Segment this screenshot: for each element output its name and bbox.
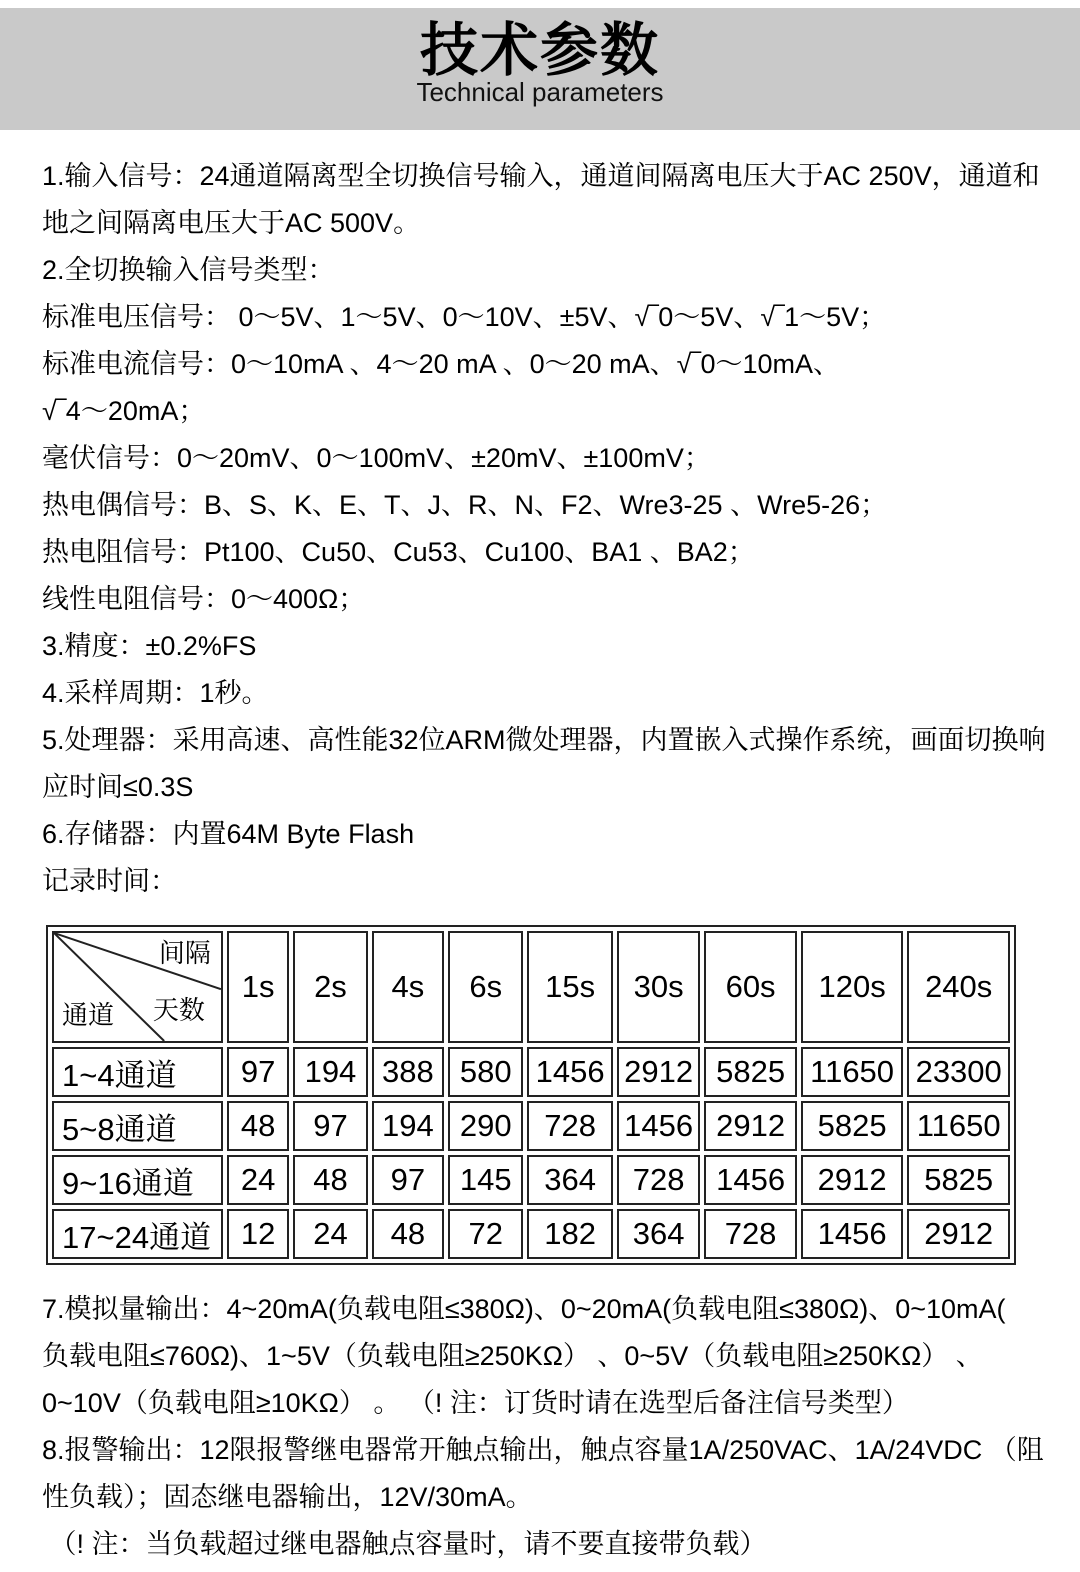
table-cell: 145 [448, 1155, 523, 1205]
spec-line: 负载电阻≤760Ω)、1~5V（负载电阻≥250KΩ） 、0~5V（负载电阻≥250KΩ） 、 [42, 1341, 983, 1371]
column-header: 4s [372, 931, 444, 1043]
table-cell: 23300 [907, 1047, 1010, 1097]
spec-line: 4.采样周期：1秒。 [42, 678, 269, 708]
column-header: 120s [801, 931, 904, 1043]
table-cell: 194 [293, 1047, 367, 1097]
table-cell: 24 [227, 1155, 289, 1205]
corner-interval-label: 间隔 [158, 938, 211, 968]
spec-line: 性负载）；固态继电器输出，12V/30mA。 [42, 1482, 533, 1512]
table-cell: 1456 [704, 1155, 797, 1205]
spec-line: 6.存储器：内置64M Byte Flash [42, 819, 415, 849]
table-cell: 290 [448, 1101, 523, 1151]
table-cell: 388 [372, 1047, 444, 1097]
spec-line: 2.全切换输入信号类型： [42, 255, 335, 285]
spec-line: 标准电压信号： 0～5V、1～5V、0～10V、±5V、√‾0～5V、√‾1～5V； [42, 302, 887, 332]
table-cell: 728 [527, 1101, 612, 1151]
corner-header-cell [52, 931, 223, 1043]
table-cell: 12 [227, 1209, 289, 1259]
table-cell: 728 [704, 1209, 797, 1259]
table-cell: 72 [448, 1209, 523, 1259]
table-cell: 11650 [907, 1101, 1010, 1151]
table-cell: 5825 [801, 1101, 904, 1151]
table-cell: 364 [527, 1155, 612, 1205]
table-cell: 2912 [617, 1047, 700, 1097]
row-label: 9~16通道 [52, 1155, 223, 1205]
spec-line: （! 注：当负载超过继电器触点容量时，请不要直接带负载） [42, 1529, 767, 1559]
column-header: 1s [227, 931, 289, 1043]
output-spec-list [42, 1286, 1052, 1568]
row-label: 1~4通道 [52, 1047, 223, 1097]
page-subtitle: Technical parameters [416, 77, 664, 107]
table-cell: 24 [293, 1209, 367, 1259]
column-header: 15s [527, 931, 612, 1043]
spec-list [42, 153, 1052, 905]
spec-line: 5.处理器：采用高速、高性能32位ARM微处理器，内置嵌入式操作系统，画面切换响 [42, 725, 1046, 755]
spec-line: 标准电流信号：0～10mA 、4～20 mA 、0～20 mA、√‾0～10mA、 [42, 349, 841, 379]
table-cell: 97 [227, 1047, 289, 1097]
row-label: 17~24通道 [52, 1209, 223, 1259]
table-cell: 1456 [617, 1101, 700, 1151]
table-header-row [52, 931, 1010, 1043]
table-cell: 728 [617, 1155, 700, 1205]
spec-line: 应时间≤0.3S [42, 772, 194, 802]
table-cell: 1456 [801, 1209, 904, 1259]
spec-line: 3.精度：±0.2%FS [42, 631, 257, 661]
spec-line: 1.输入信号：24通道隔离型全切换信号输入，通道间隔离电压大于AC 250V，通道和 [42, 161, 1040, 191]
spec-line: 0~10V（负载电阻≥10KΩ） 。 （! 注：订货时请在选型后备注信号类型） [42, 1388, 909, 1418]
column-header: 6s [448, 931, 523, 1043]
table-row [52, 1101, 1010, 1151]
corner-days-label: 天数 [152, 994, 205, 1025]
column-header: 60s [704, 931, 797, 1043]
table-row [52, 1155, 1010, 1205]
table-cell: 97 [293, 1101, 367, 1151]
spec-line: 热电偶信号：B、S、K、E、T、J、R、N、F2、Wre3-25 、Wre5-26； [42, 490, 888, 520]
record-time-table [46, 925, 1016, 1265]
spec-line: 毫伏信号：0～20mV、0～100mV、±20mV、±100mV； [42, 443, 711, 473]
corner-channel-label: 通道 [62, 1000, 115, 1030]
spec-line: 线性电阻信号：0～400Ω； [42, 584, 366, 614]
spec-line: 8.报警输出：12限报警继电器常开触点输出，触点容量1A/250VAC、1A/24VDC （阻 [42, 1435, 1044, 1465]
table-cell: 5825 [704, 1047, 797, 1097]
table-cell: 580 [448, 1047, 523, 1097]
table-cell: 48 [227, 1101, 289, 1151]
spec-line: 记录时间： [42, 866, 177, 896]
header-banner [0, 8, 1080, 130]
spec-line: 地之间隔离电压大于AC 500V。 [42, 208, 421, 238]
table-cell: 182 [527, 1209, 612, 1259]
table-cell: 5825 [907, 1155, 1010, 1205]
column-header: 240s [907, 931, 1010, 1043]
table-cell: 48 [372, 1209, 444, 1259]
page-title: 技术参数 [419, 18, 660, 83]
table-cell: 2912 [704, 1101, 797, 1151]
table-cell: 2912 [801, 1155, 904, 1205]
table-cell: 11650 [801, 1047, 904, 1097]
spec-line: √‾4～20mA； [42, 396, 206, 426]
table-cell: 364 [617, 1209, 700, 1259]
table-row [52, 1209, 1010, 1259]
table-cell: 2912 [907, 1209, 1010, 1259]
column-header: 2s [293, 931, 367, 1043]
table-cell: 48 [293, 1155, 367, 1205]
column-header: 30s [617, 931, 700, 1043]
table-cell: 194 [372, 1101, 444, 1151]
table-row [52, 1047, 1010, 1097]
spec-line: 热电阻信号：Pt100、Cu50、Cu53、Cu100、BA1 、BA2； [42, 537, 755, 567]
spec-line: 7.模拟量输出：4~20mA(负载电阻≤380Ω)、0~20mA(负载电阻≤380Ω)、0~10mA( [42, 1294, 1006, 1324]
table-cell: 1456 [527, 1047, 612, 1097]
table-cell: 97 [372, 1155, 444, 1205]
row-label: 5~8通道 [52, 1101, 223, 1151]
